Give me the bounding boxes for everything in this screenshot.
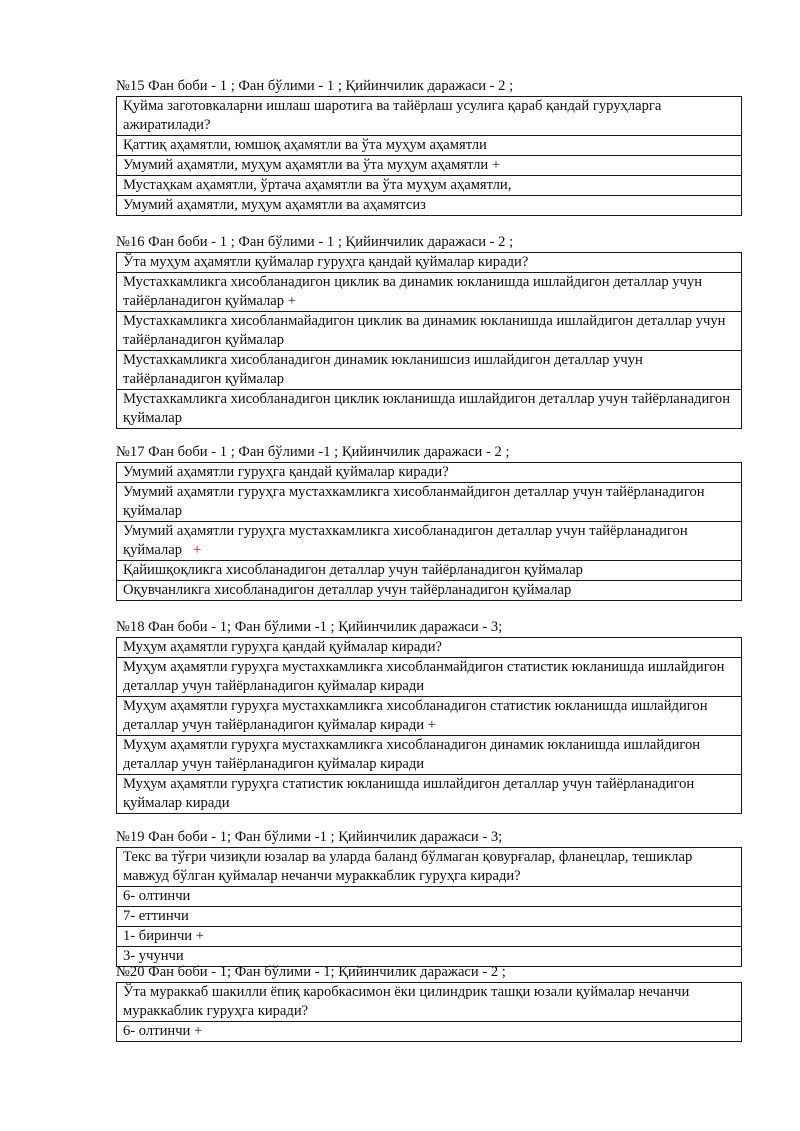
option-row [117,697,742,736]
option-row [117,483,742,522]
option-text: Қаттиқ аҳамятли, юмшоқ аҳамятли ва ўта муҳум аҳамятли [117,136,742,156]
option-text: Мустаҳкам аҳамятли, ўртача аҳамятли ва ўта муҳум аҳамятли, [117,176,742,196]
option-text: 7- еттинчи [117,907,742,927]
correct-answer-mark: + [192,542,202,558]
question-block [116,443,742,601]
question-block [116,233,742,429]
option-text: Умумий аҳамятли, муҳум аҳамятли ва ўта муҳум аҳамятли + [117,156,742,176]
option-text: 6- олтинчи [117,887,742,907]
option-row [117,887,742,907]
question-text: Умумий аҳамятли гуруҳга қандай қуймалар киради? [117,463,742,483]
option-row [117,522,742,561]
option-text: 6- олтинчи + [117,1022,742,1042]
correct-answer-mark: + [287,293,296,309]
option-row [117,775,742,814]
option-row [117,927,742,947]
question-header: №15 Фан боби - 1 ; Фан бўлими - 1 ; Қийинчилик даражаси - 2 ; [116,78,514,94]
question-header: №20 Фан боби - 1; Фан бўлими - 1; Қийинчилик даражаси - 2 ; [116,964,506,980]
option-text: Умумий аҳамятли гуруҳга мустахкамликга хисобланмайдигон деталлар учун тайёрланадигон қуймалар [117,483,742,522]
question-text: Ўта муҳум аҳамятли қуймалар гуруҳга қандай қуймалар киради? [117,253,742,273]
question-text: Ўта мураккаб шакилли ёпиқ каробкасимон ёки цилиндрик ташқи юзали қуймалар нечанчи мураккаблик гуруҳга киради? [117,983,742,1022]
option-text: Мустахкамликга хисобланадигон циклик ва динамик юкланишда ишлайдигон деталлар учун тайёрланадигон қуймалар + [117,273,742,312]
option-text: Муҳум аҳамятли гуруҳга мустахкамликга хисобланадигон статистик юкланишда ишлайдигон деталлар учун тайёрланадигон қуймалар киради + [117,697,742,736]
question-row [117,638,742,658]
option-row [117,736,742,775]
option-text: Мустахкамликга хисобланмайадигон циклик ва динамик юкланишда ишлайдигон деталлар учун тайёрланадигон қуймалар [117,312,742,351]
question-table [116,982,742,1042]
option-text: Умумий аҳамятли, муҳум аҳамятли ва аҳамятсиз [117,196,742,216]
correct-answer-mark: + [427,717,436,733]
question-table [116,462,742,601]
option-row [117,196,742,216]
option-text: 1- биринчи + [117,927,742,947]
question-row [117,848,742,887]
correct-answer-mark: + [195,928,204,944]
question-table [116,252,742,429]
question-table [116,637,742,814]
question-table [116,96,742,216]
option-row [117,907,742,927]
question-text: Қуйма заготовкаларни ишлаш шаротига ва тайёрлаш усулига қараб қандай гуруҳларга ажиратилади? [117,97,742,136]
question-block [116,828,742,967]
option-row [117,351,742,390]
option-row [117,658,742,697]
option-row [117,561,742,581]
question-row [117,97,742,136]
option-text: Қайишқоқликга хисобланадигон деталлар учун тайёрланадигон қуймалар [117,561,742,581]
option-row [117,1022,742,1042]
question-row [117,253,742,273]
option-text: Мустахкамликга хисобланадигон динамик юкланишсиз ишлайдигон деталлар учун тайёрланадигон қуймалар [117,351,742,390]
correct-answer-mark: + [491,157,501,173]
option-text: Умумий аҳамятли гуруҳга мустахкамликга хисобланадигон деталлар учун тайёрланадигон қуймалар + [117,522,742,561]
question-table [116,847,742,967]
option-row [117,156,742,176]
question-text: Муҳум аҳамятли гуруҳга қандай қуймалар киради? [117,638,742,658]
question-block [116,963,742,1042]
option-row [117,581,742,601]
option-row [117,273,742,312]
question-header: №19 Фан боби - 1; Фан бўлими -1 ; Қийинчилик даражаси - 3; [116,829,503,845]
option-text: 3- учунчи [117,947,742,967]
option-text: Муҳум аҳамятли гуруҳга статистик юкланишда ишлайдигон деталлар учун тайёрланадигон қуймалар киради [117,775,742,814]
option-text: Мустахкамликга хисобланадигон циклик юкланишда ишлайдигон деталлар учун тайёрланадигон қуймалар [117,390,742,429]
question-row [117,983,742,1022]
option-row [117,390,742,429]
question-header: №16 Фан боби - 1 ; Фан бўлими - 1 ; Қийинчилик даражаси - 2 ; [116,234,514,250]
option-row [117,312,742,351]
question-header: №17 Фан боби - 1 ; Фан бўлими -1 ; Қийинчилик даражаси - 2 ; [116,444,510,460]
option-row [117,136,742,156]
question-block [116,618,742,814]
correct-answer-mark: + [194,1023,203,1039]
option-text: Муҳум аҳамятли гуруҳга мустахкамликга хисобланмайдигон статистик юкланишда ишлайдигон деталлар учун тайёрланадигон қуймалар киради [117,658,742,697]
question-text: Текс ва тўғри чизиқли юзалар ва уларда баланд бўлмаган қовурғалар, фланецлар, тешиклар мавжуд бўлган қуймалар нечанчи мураккаблик гуруҳга киради? [117,848,742,887]
option-text: Муҳум аҳамятли гуруҳга мустахкамликга хисобланадигон динамик юкланишда ишлайдигон деталлар учун тайёрланадигон қуймалар киради [117,736,742,775]
question-block [116,77,742,216]
option-row [117,176,742,196]
option-text: Оқувчанликга хисобланадигон деталлар учун тайёрланадигон қуймалар [117,581,742,601]
question-header: №18 Фан боби - 1; Фан бўлими -1 ; Қийинчилик даражаси - 3; [116,619,503,635]
question-row [117,463,742,483]
